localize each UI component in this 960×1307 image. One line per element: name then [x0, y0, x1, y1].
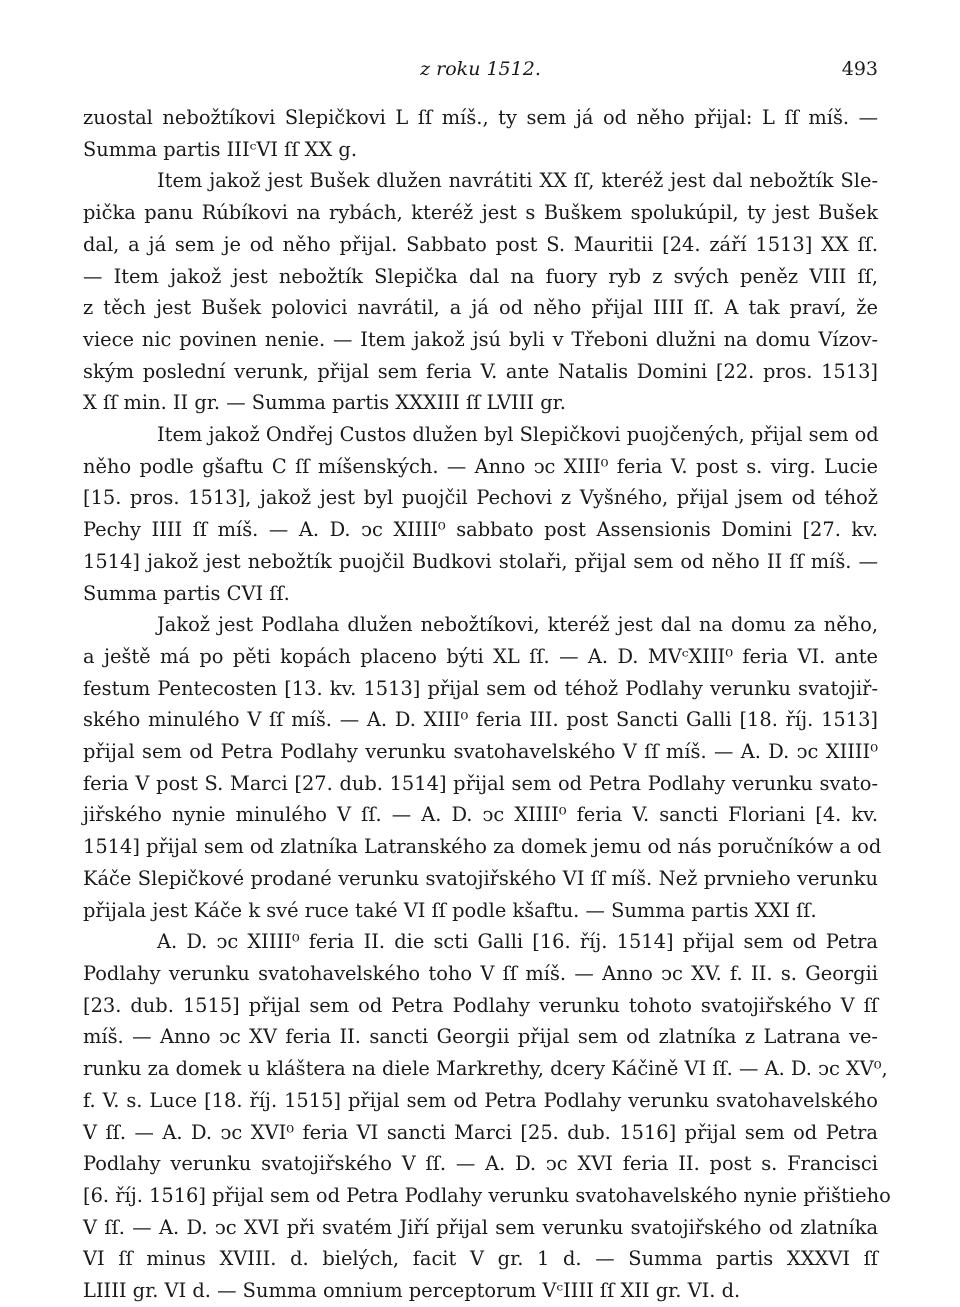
paragraph: [83, 165, 878, 419]
text-line: runku za domek u kláštera na diele Markrethy, dcery Káčině VI ſſ. — A. D. ↄc XV⁰,: [83, 1057, 888, 1081]
text-line: festum Pentecosten [13. kv. 1513] přijal sem od téhož Podlahy verunku svatojiř-: [83, 676, 878, 700]
text-line: 1514] jakož jest nebožtík puojčil Budkovi stolaři, přijal sem od něho II ſſ míš. —: [83, 549, 878, 573]
text-line: V ſſ. — A. D. ↄc XVI⁰ feria VI sancti Marci [25. dub. 1516] přijal sem od Petra: [83, 1120, 878, 1144]
text-line: — Item jakož jest nebožtík Slepička dal na fuory ryb z svých peněz VIII ſſ,: [83, 264, 878, 288]
text-line: VI ſſ minus XVIII. d. bielých, facit V gr. 1 d. — Summa partis XXXVI ſſ: [83, 1247, 878, 1271]
text-line: Podlahy verunku svatohavelského toho V ſſ míš. — Anno ↄc XV. f. II. s. Georgii: [83, 961, 878, 985]
text-line: dal, a já sem je od něho přijal. Sabbato post S. Mauritii [24. září 1513] XX ſſ.: [83, 232, 878, 256]
text-line: feria V post S. Marci [27. dub. 1514] přijal sem od Petra Podlahy verunku svato-: [83, 771, 878, 795]
text-line: A. D. ↄc XIIII⁰ feria II. die scti Galli [16. říj. 1514] přijal sem od Petra: [157, 930, 878, 954]
running-head: [83, 58, 878, 88]
text-line: ským poslední verunk, přijal sem feria V. ante Natalis Domini [22. pros. 1513]: [83, 359, 878, 383]
text-line: zuostal nebožtíkovi Slepičkovi L ſſ míš., ty sem já od něho přijal: L ſſ míš. —: [83, 106, 878, 129]
text-line: pička panu Rúbíkovi na rybách, kteréž jest s Buškem spolukúpil, ty jest Bušek: [83, 201, 878, 225]
text-line: z těch jest Bušek polovici navrátil, a já od něho přijal IIII ſſ. A tak praví, že: [83, 296, 878, 320]
text-line: V ſſ. — A. D. ↄc XVI při svatém Jiří přijal sem verunku svatojiřského od zlatníka: [83, 1215, 878, 1239]
text-line: něho podle gšaftu C ſſ míšenských. — Anno ↄc XIII⁰ feria V. post s. virg. Lucie: [83, 454, 878, 478]
text-line: Jakož jest Podlaha dlužen nebožtíkovi, kteréž jest dal na domu za něho,: [157, 613, 878, 637]
text-line: a ještě má po pěti kopách placeno býti XL ſſ. — A. D. MVᶜXIII⁰ feria VI. ante: [83, 644, 878, 668]
text-line: Podlahy verunku svatojiřského V ſſ. — A. D. ↄc XVI feria II. post s. Francisci: [83, 1152, 878, 1176]
text-line: Summa partis IIIᶜVI ſſ XX g.: [83, 137, 358, 161]
text-line: přijala jest Káče k své ruce také VI ſſ podle kšaftu. — Summa partis XXI ſſ.: [83, 898, 817, 922]
text-line: f. V. s. Luce [18. říj. 1515] přijal sem od Petra Podlahy verunku svatohavelského: [83, 1088, 878, 1112]
text-line: Item jakož Ondřej Custos dlužen byl Slepičkovi puojčených, přijal sem od: [157, 423, 879, 447]
page-body: [83, 102, 891, 1307]
paragraph: [83, 926, 891, 1306]
text-line: viece nic povinen nenie. — Item jakož jsú byli v Třeboni dlužni na domu Vízov-: [83, 327, 878, 351]
text-line: přijal sem od Petra Podlahy verunku svatohavelského V ſſ míš. — A. D. ↄc XIIII⁰: [83, 740, 878, 764]
text-line: LIIII gr. VI d. — Summa omnium perceptorum VᶜIIII ſſ XII gr. VI. d.: [83, 1279, 741, 1303]
paragraph: [83, 609, 882, 926]
text-line: [23. dub. 1515] přijal sem od Petra Podlahy verunku tohoto svatojiřského V ſſ: [83, 993, 878, 1017]
text-line: ského minulého V ſſ míš. — A. D. XIII⁰ feria III. post Sancti Galli [18. říj. 1513]: [83, 708, 878, 732]
text-line: [6. říj. 1516] přijal sem od Petra Podlahy verunku svatohavelského nynie přištieho: [83, 1183, 891, 1207]
text-line: míš. — Anno ↄc XV feria II. sancti Georgii přijal sem od zlatníka z Latrana ve-: [83, 1025, 878, 1049]
text-line: Káče Slepičkové prodané verunku svatojiřského VI ſſ míš. Než prvnieho verunku: [83, 866, 878, 890]
running-title: z roku 1512.: [420, 58, 541, 80]
text-line: 1514] přijal sem od zlatníka Latranského za domek jemu od nás poručníków a od: [83, 835, 882, 859]
book-page: [83, 58, 891, 1307]
text-line: [15. pros. 1513], jakož jest byl puojčil Pechovi z Vyšného, přijal jsem od téhož: [83, 486, 878, 510]
text-line: Pechy IIII ſſ míš. — A. D. ↄc XIIII⁰ sabbato post Assensionis Domini [27. kv.: [83, 518, 878, 542]
paragraph: [83, 419, 878, 609]
text-line: jiřského nynie minulého V ſſ. — A. D. ↄc XIIII⁰ feria V. sancti Floriani [4. kv.: [83, 803, 878, 827]
text-line: Item jakož jest Bušek dlužen navrátiti XX ſſ, kteréž jest dal nebožtík Sle-: [157, 169, 878, 193]
text-line: Summa partis CVI ſſ.: [83, 581, 290, 605]
text-line: X ſſ min. II gr. — Summa partis XXXIII ſſ LVIII gr.: [83, 391, 566, 415]
paragraph: [83, 102, 878, 165]
page-number: 493: [841, 58, 878, 80]
